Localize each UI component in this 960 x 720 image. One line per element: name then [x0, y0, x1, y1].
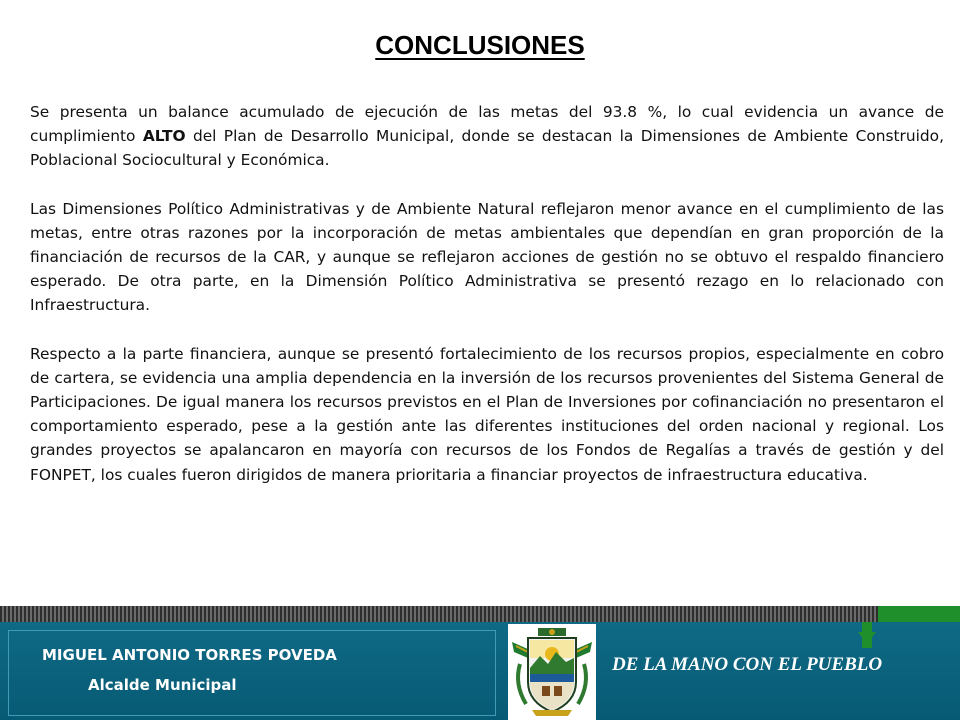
paragraph-balance: [30, 100, 944, 173]
paragraph-balance-start: Se presenta un balance acumulado de ejecución de las metas del 93.8 %, lo cual evidencia un avance de cumplimiento: [30, 103, 944, 146]
footer-accent-arrow: [858, 632, 876, 644]
mayor-name: MIGUEL ANTONIO TORRES POVEDA: [42, 646, 337, 664]
footer-slogan: DE LA MANO CON EL PUEBLO: [612, 654, 883, 675]
page-title: CONCLUSIONES: [375, 30, 585, 60]
mayor-role: Alcalde Municipal: [88, 676, 237, 694]
footer-name-panel: [8, 630, 496, 716]
paragraph-balance-highlight: ALTO: [142, 127, 186, 146]
paragraph-financial: Respecto a la parte financiera, aunque se presentó fortalecimiento de los recursos propios, especialmente en cobro de cartera, se evidencia una amplia dependencia en la inversión de los recursos provenientes del Sistema General de Participaciones. De igual manera los recursos previstos en el Plan de Inversiones por cofinanciación no presentaron el comportamiento esperado, pese a la gestión ante las diferentes instituciones del orden nacional y regional. Los grandes proyectos se apalancaron en mayoría con recursos de los Fondos de Regalías a través de gestión y del FONPET, los cuales fueron dirigidos de manera prioritaria a financiar proyectos de infraestructura educativa.: [30, 344, 944, 484]
footer-banner: [0, 622, 960, 720]
paragraph-dimensions: Las Dimensiones Político Administrativas y de Ambiente Natural reflejaron menor avance en el cumplimiento de las metas, entre otras razones por la incorporación de metas ambientales que dependían en gran proporción de la financiación de recursos de la CAR, y aunque se reflejaron acciones de gestión no se obtuvo el respaldo financiero esperado. De otra parte, en la Dimensión Político Administrativa se presentó rezago en lo relacionado con Infraestructura.: [30, 199, 944, 315]
municipal-crest-icon: [508, 624, 596, 720]
paragraph-balance-end: del Plan de Desarrollo Municipal, donde se destacan la Dimensiones de Ambiente Construido, Poblacional Sociocultural y Económica.: [30, 127, 944, 170]
footer-accent-bar: [878, 606, 960, 622]
conclusions-body: [30, 100, 944, 487]
